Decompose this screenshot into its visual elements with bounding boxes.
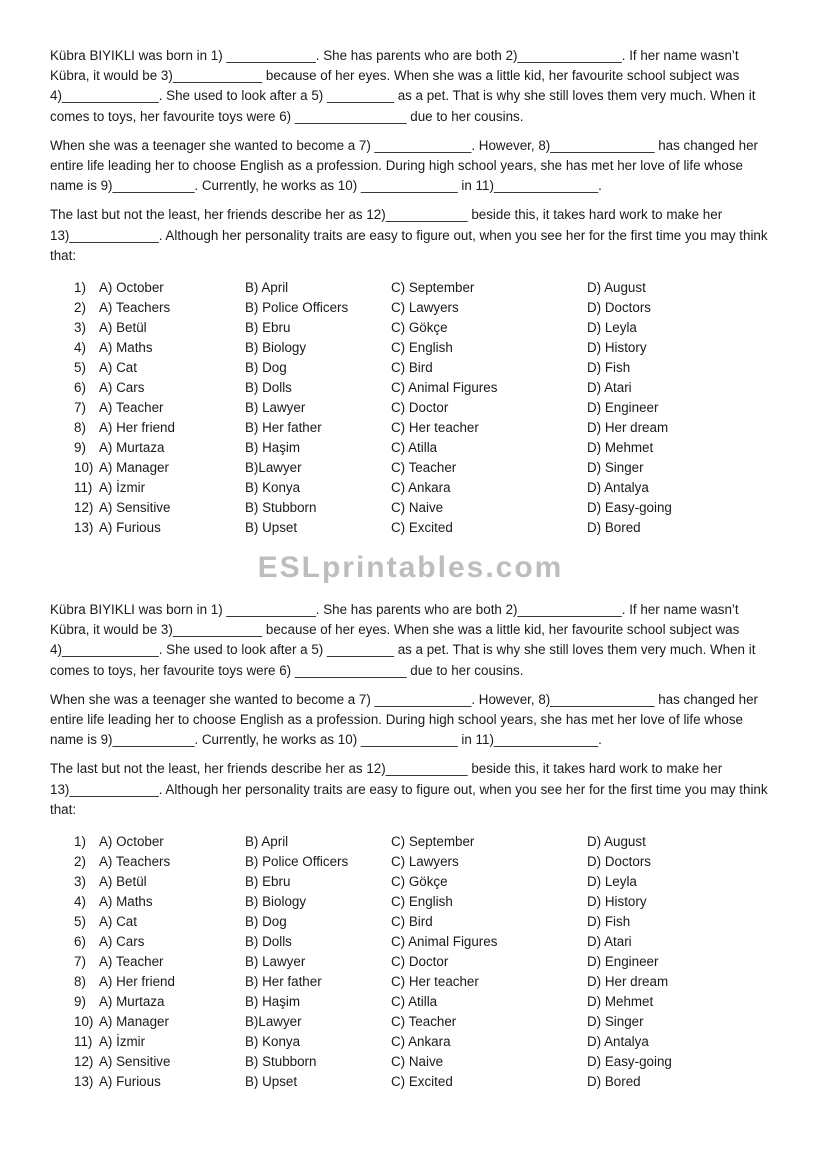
option-c: C) Lawyers xyxy=(391,300,459,316)
option-a: A) İzmir xyxy=(99,480,146,496)
option-a: A) Teacher xyxy=(99,954,164,970)
option-b: B) Upset xyxy=(245,1074,298,1090)
question-number: 13) xyxy=(74,1074,94,1090)
question-number: 1) xyxy=(74,834,86,850)
worksheet-copy-2 xyxy=(50,600,775,1092)
option-row xyxy=(50,832,775,852)
option-b: B) Lawyer xyxy=(245,954,306,970)
option-d: D) Easy-going xyxy=(587,1054,672,1070)
option-d: D) Engineer xyxy=(587,954,659,970)
option-a: A) October xyxy=(99,280,164,296)
option-row xyxy=(50,892,775,912)
option-c: C) Bird xyxy=(391,360,433,376)
option-c: C) English xyxy=(391,894,453,910)
question-number: 4) xyxy=(74,340,86,356)
option-a: A) Cat xyxy=(99,914,137,930)
option-row xyxy=(50,992,775,1012)
option-row xyxy=(50,378,775,398)
option-row xyxy=(50,1032,775,1052)
question-number: 1) xyxy=(74,280,86,296)
question-number: 5) xyxy=(74,914,86,930)
options-list xyxy=(50,278,775,538)
option-a: A) Teacher xyxy=(99,400,164,416)
option-c: C) Teacher xyxy=(391,1014,457,1030)
option-c: C) Excited xyxy=(391,520,453,536)
option-a: A) Manager xyxy=(99,460,169,476)
option-d: D) Mehmet xyxy=(587,994,654,1010)
option-c: C) Animal Figures xyxy=(391,934,498,950)
option-a: A) Murtaza xyxy=(99,994,165,1010)
option-b: B) Dolls xyxy=(245,380,292,396)
option-b: B) Biology xyxy=(245,340,307,356)
option-row xyxy=(50,952,775,972)
question-number: 2) xyxy=(74,300,86,316)
question-number: 3) xyxy=(74,320,86,336)
question-number: 7) xyxy=(74,400,86,416)
option-a: A) Furious xyxy=(99,1074,161,1090)
paragraph-3: The last but not the least, her friends describe her as 12)___________ beside this, it takes hard work to make her 13)____________. Although her personality traits are easy to figure out, when you see her for the first time you may think that: xyxy=(50,207,768,263)
option-c: C) Ankara xyxy=(391,1034,451,1050)
option-row xyxy=(50,458,775,478)
option-c: C) Excited xyxy=(391,1074,453,1090)
option-row xyxy=(50,912,775,932)
option-d: D) Easy-going xyxy=(587,500,672,516)
option-row xyxy=(50,278,775,298)
option-a: A) Her friend xyxy=(99,974,175,990)
option-d: D) Her dream xyxy=(587,974,669,990)
option-row xyxy=(50,498,775,518)
option-row xyxy=(50,1012,775,1032)
option-a: A) Murtaza xyxy=(99,440,165,456)
option-d: D) Doctors xyxy=(587,300,651,316)
option-d: D) Singer xyxy=(587,460,644,476)
question-number: 11) xyxy=(74,1034,93,1050)
option-c: C) Naive xyxy=(391,500,444,516)
paragraph-3: The last but not the least, her friends describe her as 12)___________ beside this, it takes hard work to make her 13)____________. Although her personality traits are easy to figure out, when you see her for the first time you may think that: xyxy=(50,761,768,817)
option-d: D) Fish xyxy=(587,360,631,376)
option-b: B) Her father xyxy=(245,420,322,436)
copy-separator xyxy=(0,538,821,600)
option-c: C) Doctor xyxy=(391,954,449,970)
option-c: C) Naive xyxy=(391,1054,444,1070)
option-row xyxy=(50,972,775,992)
option-row xyxy=(50,318,775,338)
option-b: B) Ebru xyxy=(245,874,291,890)
option-b: B) Her father xyxy=(245,974,322,990)
watermark: ESLprintables.com xyxy=(257,551,564,585)
option-b: B) Upset xyxy=(245,520,298,536)
option-b: B)Lawyer xyxy=(245,460,302,476)
option-b: B) Konya xyxy=(245,480,301,496)
option-d: D) August xyxy=(587,280,646,296)
option-b: B) Dog xyxy=(245,360,287,376)
option-c: C) Gökçe xyxy=(391,874,448,890)
question-number: 9) xyxy=(74,440,86,456)
option-a: A) Manager xyxy=(99,1014,169,1030)
option-c: C) Lawyers xyxy=(391,854,459,870)
option-c: C) September xyxy=(391,280,475,296)
option-c: C) Ankara xyxy=(391,480,451,496)
option-c: C) Teacher xyxy=(391,460,457,476)
option-a: A) Betül xyxy=(99,874,147,890)
option-row xyxy=(50,872,775,892)
option-d: D) Engineer xyxy=(587,400,659,416)
option-c: C) Bird xyxy=(391,914,433,930)
option-b: B) Police Officers xyxy=(245,300,349,316)
option-d: D) August xyxy=(587,834,646,850)
option-b: B) Dolls xyxy=(245,934,292,950)
option-b: B) Haşim xyxy=(245,440,301,456)
option-d: D) Leyla xyxy=(587,874,637,890)
paragraph-1: Kübra BIYIKLI was born in 1) ____________. She has parents who are both 2)______________. If her name wasn’t Kübra, it would be 3)____________ because of her eyes. When she was a little kid, her favourite school subject was 4)_____________. She used to look after a 5) _________ as a pet. That is why she still loves them very much. When it comes to toys, her favourite toys were 6) _______________ due to her cousins. xyxy=(50,48,756,124)
option-a: A) Furious xyxy=(99,520,161,536)
option-c: C) English xyxy=(391,340,453,356)
option-a: A) Teachers xyxy=(99,300,171,316)
option-b: B) Lawyer xyxy=(245,400,306,416)
option-a: A) Her friend xyxy=(99,420,175,436)
question-number: 12) xyxy=(74,500,94,516)
question-number: 9) xyxy=(74,994,86,1010)
option-a: A) Cars xyxy=(99,380,145,396)
option-a: A) Teachers xyxy=(99,854,171,870)
question-number: 6) xyxy=(74,380,86,396)
option-b: B) Konya xyxy=(245,1034,301,1050)
worksheet-copy-1 xyxy=(50,46,775,538)
option-d: D) Fish xyxy=(587,914,631,930)
option-b: B) Dog xyxy=(245,914,287,930)
paragraph-2: When she was a teenager she wanted to become a 7) _____________. However, 8)______________ has changed her entire life leading her to choose English as a profession. During high school years, she has met her love of life whose name is 9)___________. Currently, he works as 10) _____________ in 11)______________. xyxy=(50,691,758,748)
question-number: 10) xyxy=(74,460,94,476)
option-a: A) Sensitive xyxy=(99,500,171,516)
option-d: D) Antalya xyxy=(587,480,649,496)
option-d: D) Antalya xyxy=(587,1034,649,1050)
option-c: C) Gökçe xyxy=(391,320,448,336)
option-row xyxy=(50,1052,775,1072)
question-number: 8) xyxy=(74,974,86,990)
option-b: B) Haşim xyxy=(245,994,301,1010)
question-number: 6) xyxy=(74,934,86,950)
option-row xyxy=(50,1072,775,1092)
option-d: D) Leyla xyxy=(587,320,637,336)
option-c: C) Animal Figures xyxy=(391,380,498,396)
option-a: A) Maths xyxy=(99,894,153,910)
option-row xyxy=(50,438,775,458)
option-b: B) Police Officers xyxy=(245,854,349,870)
option-d: D) History xyxy=(587,340,647,356)
paragraph-2: When she was a teenager she wanted to become a 7) _____________. However, 8)______________ has changed her entire life leading her to choose English as a profession. During high school years, she has met her love of life whose name is 9)___________. Currently, he works as 10) _____________ in 11)______________. xyxy=(50,137,758,194)
option-row xyxy=(50,418,775,438)
option-row xyxy=(50,518,775,538)
option-row xyxy=(50,932,775,952)
option-a: A) October xyxy=(99,834,164,850)
option-b: B) April xyxy=(245,280,289,296)
option-b: B)Lawyer xyxy=(245,1014,302,1030)
paragraph-1: Kübra BIYIKLI was born in 1) ____________. She has parents who are both 2)______________. If her name wasn’t Kübra, it would be 3)____________ because of her eyes. When she was a little kid, her favourite school subject was 4)_____________. She used to look after a 5) _________ as a pet. That is why she still loves them very much. When it comes to toys, her favourite toys were 6) _______________ due to her cousins. xyxy=(50,602,756,678)
option-b: B) Ebru xyxy=(245,320,291,336)
options-list xyxy=(50,832,775,1092)
option-a: A) Cars xyxy=(99,934,145,950)
option-row xyxy=(50,298,775,318)
option-c: C) Doctor xyxy=(391,400,449,416)
question-number: 4) xyxy=(74,894,86,910)
option-d: D) Mehmet xyxy=(587,440,654,456)
option-a: A) Maths xyxy=(99,340,153,356)
question-number: 12) xyxy=(74,1054,94,1070)
option-c: C) September xyxy=(391,834,475,850)
question-number: 7) xyxy=(74,954,86,970)
option-d: D) Bored xyxy=(587,1074,641,1090)
option-d: D) History xyxy=(587,894,647,910)
option-row xyxy=(50,358,775,378)
question-number: 8) xyxy=(74,420,86,436)
option-c: C) Her teacher xyxy=(391,974,479,990)
question-number: 5) xyxy=(74,360,86,376)
question-number: 2) xyxy=(74,854,86,870)
option-b: B) Biology xyxy=(245,894,307,910)
question-number: 3) xyxy=(74,874,86,890)
option-a: A) İzmir xyxy=(99,1034,146,1050)
option-d: D) Singer xyxy=(587,1014,644,1030)
option-d: D) Bored xyxy=(587,520,641,536)
option-d: D) Doctors xyxy=(587,854,651,870)
option-c: C) Atilla xyxy=(391,440,438,456)
option-b: B) Stubborn xyxy=(245,1054,317,1070)
option-row xyxy=(50,398,775,418)
option-d: D) Atari xyxy=(587,380,632,396)
option-d: D) Her dream xyxy=(587,420,669,436)
option-b: B) April xyxy=(245,834,289,850)
option-row xyxy=(50,852,775,872)
question-number: 11) xyxy=(74,480,93,496)
option-c: C) Her teacher xyxy=(391,420,479,436)
question-number: 10) xyxy=(74,1014,94,1030)
option-a: A) Sensitive xyxy=(99,1054,171,1070)
option-a: A) Cat xyxy=(99,360,137,376)
option-b: B) Stubborn xyxy=(245,500,317,516)
option-row xyxy=(50,478,775,498)
option-d: D) Atari xyxy=(587,934,632,950)
option-row xyxy=(50,338,775,358)
option-a: A) Betül xyxy=(99,320,147,336)
question-number: 13) xyxy=(74,520,94,536)
option-c: C) Atilla xyxy=(391,994,438,1010)
